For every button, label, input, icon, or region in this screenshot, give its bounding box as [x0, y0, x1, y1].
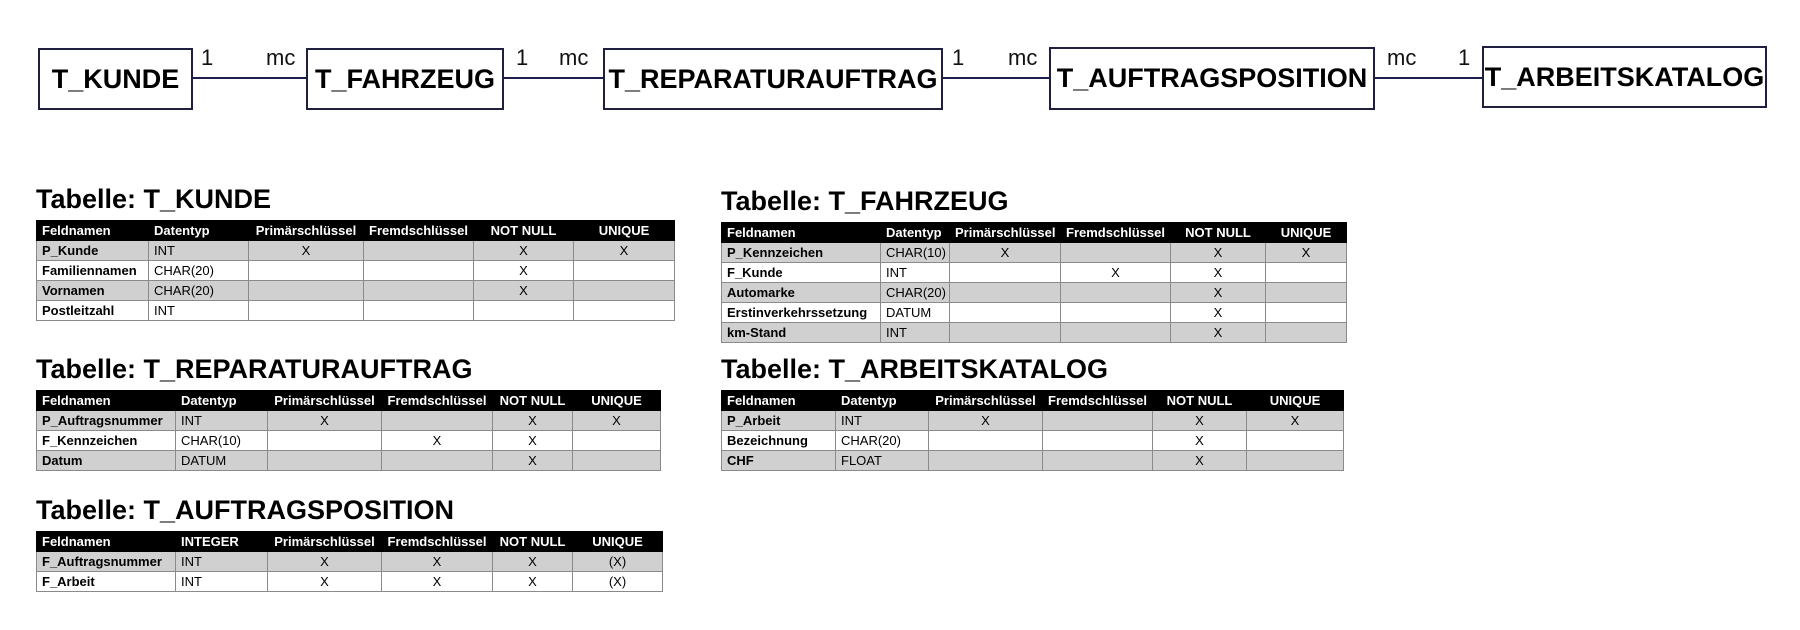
table-cell: X — [382, 572, 493, 592]
table-cell: P_Arbeit — [722, 411, 836, 431]
table-row — [37, 261, 675, 281]
table-header-row — [37, 391, 661, 411]
table-cell: CHAR(10) — [176, 431, 268, 451]
table-row — [37, 301, 675, 321]
table-cell: Automarke — [722, 283, 881, 303]
table-cell — [364, 281, 474, 301]
table-cell — [950, 303, 1061, 323]
entity-t-kunde: T_KUNDE — [38, 48, 193, 110]
table-row — [37, 241, 675, 261]
column-header: UNIQUE — [1247, 391, 1344, 411]
table-cell: Postleitzahl — [37, 301, 149, 321]
entity-t-arbeitskatalog: T_ARBEITSKATALOG — [1482, 46, 1767, 108]
table-row — [37, 431, 661, 451]
column-header: Primärschlüssel — [268, 391, 382, 411]
table-cell: X — [1171, 243, 1266, 263]
table-row — [722, 243, 1347, 263]
column-header: Datentyp — [149, 221, 249, 241]
table-row — [37, 281, 675, 301]
column-header: NOT NULL — [1171, 223, 1266, 243]
table-header-row — [722, 223, 1347, 243]
table-cell: X — [474, 281, 574, 301]
table-header-row — [37, 221, 675, 241]
table-cell: F_Kunde — [722, 263, 881, 283]
table-cell: FLOAT — [836, 451, 929, 471]
table-cell: X — [493, 572, 573, 592]
column-header: Datentyp — [176, 391, 268, 411]
cardinality-label: mc — [1008, 45, 1038, 70]
table-cell — [1061, 303, 1171, 323]
table-cell: CHAR(20) — [881, 283, 950, 303]
table-block-t-arbeitskatalog — [721, 354, 1344, 471]
table-cell — [474, 301, 574, 321]
table-cell: DATUM — [176, 451, 268, 471]
column-header: Fremdschlüssel — [382, 532, 493, 552]
table-cell: INT — [149, 301, 249, 321]
table-row — [37, 411, 661, 431]
table-cell — [249, 281, 364, 301]
data-table — [36, 220, 675, 321]
column-header: NOT NULL — [493, 391, 573, 411]
table-title: Tabelle: T_REPARATURAUFTRAG — [36, 354, 473, 384]
table-cell — [1061, 243, 1171, 263]
table-cell: X — [382, 552, 493, 572]
table-row — [722, 323, 1347, 343]
table-cell — [1266, 323, 1347, 343]
relation-line-reparaturauftrag-auftragsposition — [943, 77, 1049, 79]
table-cell: X — [950, 243, 1061, 263]
table-cell: X — [1153, 451, 1247, 471]
table-cell — [364, 261, 474, 281]
table-cell: INT — [176, 572, 268, 592]
table-cell — [1266, 283, 1347, 303]
column-header: UNIQUE — [574, 221, 675, 241]
table-row — [722, 451, 1344, 471]
table-cell: (X) — [573, 552, 663, 572]
table-cell: X — [1266, 243, 1347, 263]
table-title: Tabelle: T_ARBEITSKATALOG — [721, 354, 1109, 384]
table-title: Tabelle: T_AUFTRAGSPOSITION — [36, 495, 455, 525]
table-row — [722, 263, 1347, 283]
table-cell: CHAR(20) — [149, 281, 249, 301]
table-cell — [929, 431, 1043, 451]
table-cell: Bezeichnung — [722, 431, 836, 451]
table-cell: INT — [881, 263, 950, 283]
table-cell: X — [1061, 263, 1171, 283]
column-header: Feldnamen — [37, 532, 176, 552]
table-cell: INT — [149, 241, 249, 261]
cardinality-label: 1 — [952, 45, 965, 70]
table-cell: X — [382, 431, 493, 451]
table-cell: X — [493, 451, 573, 471]
column-header: Fremdschlüssel — [1061, 223, 1171, 243]
data-table — [36, 390, 661, 471]
relation-line-kunde-fahrzeug — [193, 77, 306, 79]
column-header: Fremdschlüssel — [364, 221, 474, 241]
table-cell: P_Kunde — [37, 241, 149, 261]
table-cell: P_Auftragsnummer — [37, 411, 176, 431]
table-cell: X — [1171, 303, 1266, 323]
table-cell: X — [268, 411, 382, 431]
table-cell — [950, 283, 1061, 303]
table-cell — [1061, 323, 1171, 343]
column-header: Datentyp — [881, 223, 950, 243]
table-cell — [1043, 451, 1153, 471]
table-cell — [268, 451, 382, 471]
column-header: UNIQUE — [1266, 223, 1347, 243]
data-table — [721, 222, 1347, 343]
table-cell: X — [574, 241, 675, 261]
table-cell: INT — [881, 323, 950, 343]
table-cell: X — [1153, 411, 1247, 431]
cardinality-label: 1 — [201, 45, 214, 70]
table-header-row — [722, 391, 1344, 411]
column-header: Feldnamen — [722, 223, 881, 243]
table-cell — [268, 431, 382, 451]
table-cell: X — [1247, 411, 1344, 431]
table-cell: X — [493, 552, 573, 572]
entity-t-reparaturauftrag: T_REPARATURAUFTRAG — [603, 48, 943, 110]
table-cell — [929, 451, 1043, 471]
table-header-row — [37, 532, 663, 552]
column-header: Datentyp — [836, 391, 929, 411]
table-cell: Familiennamen — [37, 261, 149, 281]
table-row — [37, 451, 661, 471]
table-row — [722, 431, 1344, 451]
relation-line-fahrzeug-reparaturauftrag — [504, 77, 603, 79]
cardinality-label: mc — [1387, 45, 1417, 70]
table-cell: INT — [176, 552, 268, 572]
table-title: Tabelle: T_FAHRZEUG — [721, 186, 1009, 216]
table-row — [722, 411, 1344, 431]
cardinality-label: 1 — [516, 45, 529, 70]
table-cell: X — [249, 241, 364, 261]
table-cell: X — [268, 572, 382, 592]
table-cell: X — [573, 411, 661, 431]
column-header: Feldnamen — [722, 391, 836, 411]
table-cell — [382, 411, 493, 431]
table-cell — [573, 431, 661, 451]
table-row — [722, 283, 1347, 303]
table-cell: DATUM — [881, 303, 950, 323]
table-cell: X — [929, 411, 1043, 431]
table-block-t-kunde — [36, 184, 675, 321]
table-cell — [1061, 283, 1171, 303]
table-cell: F_Kennzeichen — [37, 431, 176, 451]
column-header: UNIQUE — [573, 391, 661, 411]
table-cell — [573, 451, 661, 471]
table-cell — [382, 451, 493, 471]
table-cell — [1266, 303, 1347, 323]
table-cell — [249, 261, 364, 281]
column-header: Fremdschlüssel — [1043, 391, 1153, 411]
table-cell: X — [1171, 263, 1266, 283]
table-cell: INT — [176, 411, 268, 431]
table-row — [37, 552, 663, 572]
table-cell: Datum — [37, 451, 176, 471]
table-cell — [1247, 451, 1344, 471]
er-diagram — [0, 0, 1800, 130]
column-header: NOT NULL — [474, 221, 574, 241]
table-cell: Erstinverkehrssetzung — [722, 303, 881, 323]
table-cell: X — [1171, 323, 1266, 343]
table-cell: X — [1153, 431, 1247, 451]
table-block-t-auftragsposition — [36, 495, 663, 592]
table-cell — [950, 323, 1061, 343]
table-cell — [249, 301, 364, 321]
table-cell: X — [1171, 283, 1266, 303]
table-cell — [364, 241, 474, 261]
table-cell: X — [493, 431, 573, 451]
table-cell: P_Kennzeichen — [722, 243, 881, 263]
table-title: Tabelle: T_KUNDE — [36, 184, 272, 214]
column-header: UNIQUE — [573, 532, 663, 552]
column-header: Primärschlüssel — [268, 532, 382, 552]
data-table — [721, 390, 1344, 471]
table-cell: km-Stand — [722, 323, 881, 343]
column-header: NOT NULL — [1153, 391, 1247, 411]
data-table — [36, 531, 663, 592]
table-cell: (X) — [573, 572, 663, 592]
table-cell — [574, 261, 675, 281]
table-block-t-reparaturauftrag — [36, 354, 661, 471]
table-cell: X — [474, 241, 574, 261]
table-cell — [574, 301, 675, 321]
table-row — [722, 303, 1347, 323]
column-header: Primärschlüssel — [929, 391, 1043, 411]
cardinality-label: mc — [266, 45, 296, 70]
table-cell: F_Auftragsnummer — [37, 552, 176, 572]
table-cell — [1247, 431, 1344, 451]
cardinality-label: 1 — [1458, 45, 1471, 70]
table-cell: CHF — [722, 451, 836, 471]
table-cell: CHAR(20) — [149, 261, 249, 281]
table-cell: X — [474, 261, 574, 281]
table-cell — [364, 301, 474, 321]
table-cell: X — [493, 411, 573, 431]
table-block-t-fahrzeug — [721, 186, 1347, 343]
table-cell: CHAR(10) — [881, 243, 950, 263]
table-cell: X — [268, 552, 382, 572]
table-cell: Vornamen — [37, 281, 149, 301]
table-cell: CHAR(20) — [836, 431, 929, 451]
table-cell — [1266, 263, 1347, 283]
table-cell — [574, 281, 675, 301]
entity-t-fahrzeug: T_FAHRZEUG — [306, 48, 504, 110]
table-row — [37, 572, 663, 592]
table-cell: INT — [836, 411, 929, 431]
column-header: Primärschlüssel — [249, 221, 364, 241]
column-header: Feldnamen — [37, 391, 176, 411]
entity-t-auftragsposition: T_AUFTRAGSPOSITION — [1049, 47, 1375, 110]
column-header: Primärschlüssel — [950, 223, 1061, 243]
cardinality-label: mc — [559, 45, 589, 70]
column-header: Fremdschlüssel — [382, 391, 493, 411]
table-cell — [1043, 411, 1153, 431]
column-header: INTEGER — [176, 532, 268, 552]
table-cell — [950, 263, 1061, 283]
column-header: NOT NULL — [493, 532, 573, 552]
relation-line-auftragsposition-arbeitskatalog — [1375, 77, 1482, 79]
table-cell — [1043, 431, 1153, 451]
column-header: Feldnamen — [37, 221, 149, 241]
table-cell: F_Arbeit — [37, 572, 176, 592]
